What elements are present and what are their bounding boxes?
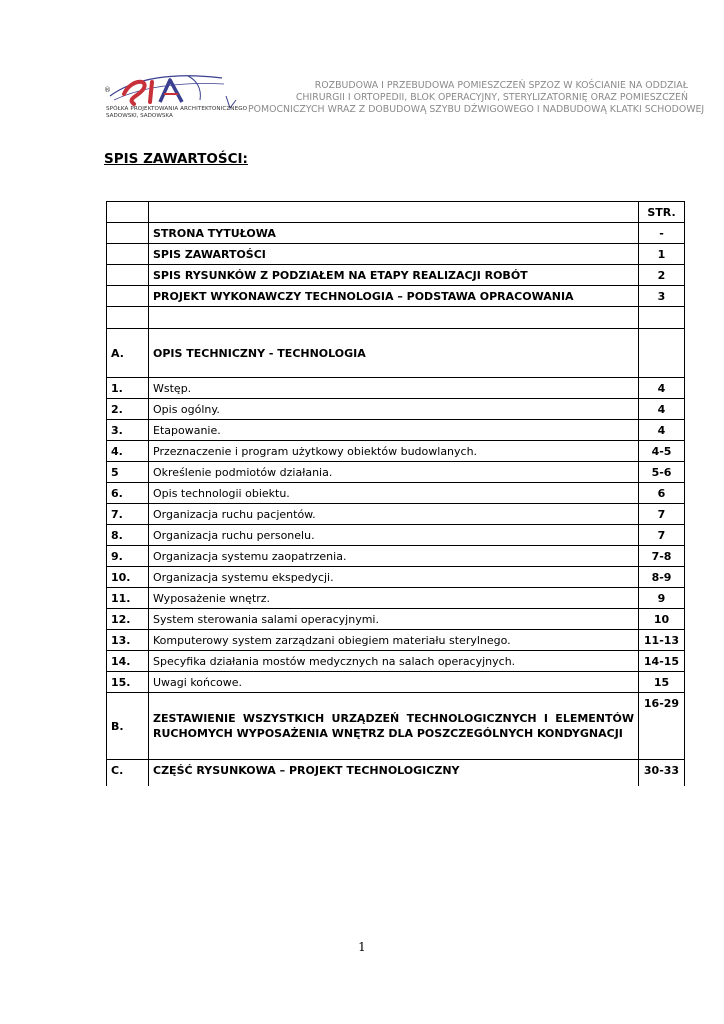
toc-item-row [107,462,685,483]
toc-item-page: 4 [639,420,685,441]
toc-item-page: 8-9 [639,567,685,588]
toc-item-number: 14. [107,651,149,672]
toc-item-number: 5 [107,462,149,483]
toc-item-page: 7 [639,525,685,546]
toc-item-page: 7-8 [639,546,685,567]
toc-section-page: 30-33 [639,760,685,787]
toc-item-page: 9 [639,588,685,609]
toc-item-row [107,441,685,462]
toc-item-number: 4. [107,441,149,462]
logo-mark-icon [104,70,242,110]
toc-num-cell [107,223,149,244]
toc-item-label: Wyposażenie wnętrz. [149,588,639,609]
toc-item-label: Przeznaczenie i program użytkowy obiektów budowlanych. [149,441,639,462]
toc-item-label: Specyfika działania mostów medycznych na salach operacyjnych. [149,651,639,672]
toc-item-label: Określenie podmiotów działania. [149,462,639,483]
toc-item-page: 7 [639,504,685,525]
toc-section-number: A. [107,329,149,378]
toc-front-row [107,244,685,265]
toc-entry-label: SPIS RYSUNKÓW Z PODZIAŁEM NA ETAPY REALIZACJI ROBÓT [149,265,639,286]
toc-item-number: 1. [107,378,149,399]
logo-company-name: SPÓŁKA PROJEKTOWANIA ARCHITEKTONICZNEGO [106,106,248,112]
toc-page-cell [639,307,685,329]
toc-item-label: System sterowania salami operacyjnymi. [149,609,639,630]
toc-item-row [107,567,685,588]
toc-item-row [107,420,685,441]
toc-item-label: Organizacja systemu zaopatrzenia. [149,546,639,567]
toc-item-number: 12. [107,609,149,630]
toc-item-page: 15 [639,672,685,693]
toc-item-row [107,609,685,630]
toc-item-row [107,399,685,420]
toc-entry-page: 1 [639,244,685,265]
toc-item-number: 10. [107,567,149,588]
toc-item-label: Opis ogólny. [149,399,639,420]
toc-num-cell [107,265,149,286]
toc-item-row [107,378,685,399]
registered-mark: ® [104,86,111,94]
toc-item-label: Organizacja systemu ekspedycji. [149,567,639,588]
toc-section-row [107,760,685,787]
toc-item-number: 3. [107,420,149,441]
toc-item-row [107,504,685,525]
toc-front-row [107,223,685,244]
toc-item-number: 11. [107,588,149,609]
toc-section-page [639,329,685,378]
toc-item-page: 5-6 [639,462,685,483]
toc-item-row [107,483,685,504]
toc-header-label-cell [149,202,639,223]
table-of-contents [106,201,685,786]
toc-section-label: OPIS TECHNICZNY - TECHNOLOGIA [149,329,639,378]
toc-item-label: Komputerowy system zarządzani obiegiem materiału sterylnego. [149,630,639,651]
toc-section-label: CZĘŚĆ RYSUNKOWA – PROJEKT TECHNOLOGICZNY [149,760,639,787]
toc-item-number: 6. [107,483,149,504]
toc-header-num-cell [107,202,149,223]
toc-item-page: 14-15 [639,651,685,672]
header-line-1: ROZBUDOWA I PRZEBUDOWA POMIESZCZEŃ SPZOZ W KOŚCIANIE NA ODDZIAŁ [314,80,688,91]
toc-section-number: C. [107,760,149,787]
toc-item-row [107,651,685,672]
toc-item-page: 4-5 [639,441,685,462]
toc-item-label: Uwagi końcowe. [149,672,639,693]
toc-item-label: Opis technologii obiektu. [149,483,639,504]
toc-item-label: Etapowanie. [149,420,639,441]
toc-section-row [107,329,685,378]
toc-item-label: Wstęp. [149,378,639,399]
toc-header-row [107,202,685,223]
toc-entry-page: - [639,223,685,244]
toc-entry-label: SPIS ZAWARTOŚCI [149,244,639,265]
toc-entry-label: PROJEKT WYKONAWCZY TECHNOLOGIA – PODSTAWA OPRACOWANIA [149,286,639,307]
toc-blank-row [107,307,685,329]
toc-item-page: 4 [639,378,685,399]
toc-num-cell [107,244,149,265]
logo-owner-names: SADOWSKI, SADOWSKA [106,113,173,119]
toc-front-row [107,265,685,286]
toc-page-column-header: STR. [639,202,685,223]
project-header [248,80,705,116]
toc-section-label: ZESTAWIENIE WSZYSTKICH URZĄDZEŃ TECHNOLOGICZNYCH I ELEMENTÓW RUCHOMYCH WYPOSAŻENIA WNĘTRZ DLA POSZCZEGÓLNYCH KONDYGNACJI [149,693,639,760]
toc-entry-page: 3 [639,286,685,307]
toc-entry-label: STRONA TYTUŁOWA [149,223,639,244]
toc-item-page: 6 [639,483,685,504]
toc-item-number: 15. [107,672,149,693]
toc-section-page: 16-29 [639,693,685,760]
header-line-3: POMOCNICZYCH WRAZ Z DOBUDOWĄ SZYBU DŹWIGOWEGO I NADBUDOWĄ KLATKI SCHODOWEJ [248,104,705,115]
toc-section-number: B. [107,693,149,760]
toc-item-page: 4 [639,399,685,420]
toc-num-cell [107,286,149,307]
toc-item-label: Organizacja ruchu pacjentów. [149,504,639,525]
toc-front-row [107,286,685,307]
toc-item-row [107,588,685,609]
toc-entry-page: 2 [639,265,685,286]
toc-item-number: 9. [107,546,149,567]
toc-item-row [107,525,685,546]
toc-item-page: 10 [639,609,685,630]
toc-section-row [107,693,685,760]
toc-num-cell [107,307,149,329]
toc-item-row [107,672,685,693]
toc-item-row [107,546,685,567]
toc-item-label: Organizacja ruchu personelu. [149,525,639,546]
toc-item-number: 2. [107,399,149,420]
page-title: SPIS ZAWARTOŚCI: [104,151,248,167]
toc-item-number: 7. [107,504,149,525]
toc-item-row [107,630,685,651]
toc-item-number: 8. [107,525,149,546]
toc-item-number: 13. [107,630,149,651]
toc-item-page: 11-13 [639,630,685,651]
page-number: 1 [358,940,366,954]
company-logo [104,70,248,126]
toc-label-cell [149,307,639,329]
header-line-2: CHIRURGII I ORTOPEDII, BLOK OPERACYJNY, STERYLIZATORNIĘ ORAZ POMIESZCZEŃ [295,92,688,103]
